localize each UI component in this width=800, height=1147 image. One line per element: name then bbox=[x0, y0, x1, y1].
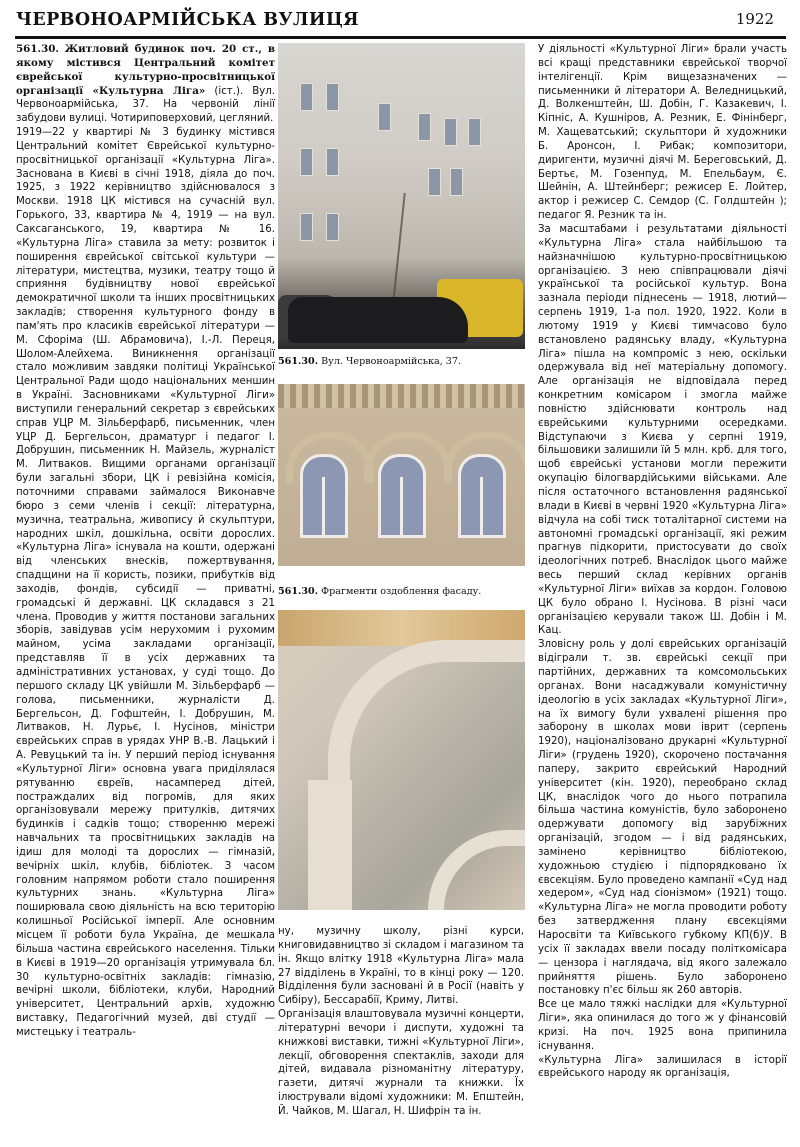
entry-title: Житловий будинок поч. 20 ст., в якому містився Центральний комітет єврейської культурно-просвітницької організації «Культурна Ліга» bbox=[16, 43, 275, 97]
paragraph: Зловісну роль у долі єврейських організацій відіграли т. зв. єврейські секції при партійних, державних та комсомольських органах. Вони насаджували комуністичну ідеологію в усіх закладах «Культурної Ліги», на їх вимогу були ухвалені рішення про заборону в школах мови іврит (серпень 1920), націоналізовано друкарні «Культурної Ліги» (грудень 1920), скорочено постачання паперу, закрито єврейський Народний університет (кін. 1920), переобрано склад ЦК, внаслідок чого до нього потрапила більша частина комуністів, було заборонено одержувати допомогу від зарубіжних організацій, згодом — і від радянських, замінено керівництво бібліотекою, художньою студією і підпорядковано їх євсекціям. Було проведено кампанії «Суд над хедером», «Суд над сіонізмом» (1921) тощо. «Культурна Ліга» не могла проводити роботу без затвердження плану євсекціями Наросвіти та Київського губкому КП(б)У. В усіх її закладах ввели посаду політкомісара — цензора і наглядача, від якого залежало прийняття рішень. Було заборонено постановку п'єс більш як 260 авторів. bbox=[538, 639, 787, 997]
building-window bbox=[450, 168, 463, 196]
paragraph: 1919—22 у квартирі № 3 будинку містився Центральний комітет Єврейської культурно-просвітницької організації «Культурна Ліга». Заснована в Києві в січні 1918, діяла до поч. 1925, з 1922 керівництво здійснювалося з Москви. 1918 ЦК містився на сучасній вул. Горького, 33, квартира № 4, 1919 — на вул. Саксаганського, 19, квартира № 16. «Культурна Ліга» ставила за мету: розвиток і поширення єврейської світської культури — літератури, мистецтва, музики, театру тощо й сприяння будівництву нової єврейської демократичної школи та інших просвітницьких закладів; створення культурного фонду в пам'ять про класиків єврейської літератури — М. Сфоріма (Ш. Абрамовича), І.-Л. Переця, Шолом-Алейхема. Виникнення організації стало можливим завдяки політиці Української Центральної Ради щодо національних меншин в Україні. Засновниками «Культурної Ліги» виступили генеральний секретар з єврейських справ УЦР М. Зільберфарб, письменник, член УЦР Д. Бергельсон, драматург і педагог І. Добрушин, письменник Н. Майзель, журналіст М. Литваков. Вищими органами організації були загальні збори, ЦК і ревізійна комісія, поточними справами займалося Виконавче бюро з семи членів і секції: літературна, музична, театральна, живопису й скульптури, народних шкіл, дошкільна, освіти дорослих. «Культурна Ліга» існувала на кошти, одержані від членських внесків, пожертвування, спадщини на її користь, позики, прибутків від заходів, фондів, субсидії — приватні, громадські й державні. ЦК складався з 21 члена. Проводив у життя постанови загальних зборів, завідував усім нерухомим і рухомим майном, усіма закладами організації, представляв її в усіх державних та адміністративних установах, у суді тощо. До першого складу ЦК увійшли М. Зільберфарб — голова, письменники, журналісти Д. Бергельсон, Д. Гофштейн, І. Добрушин, М. Литваков, Н. Лурьє, І. Нусінов, міністри єврейських справ в урядах УНР В.-В. Лацький і А. Ревуцький та ін. У перший період існування «Культурної Ліги» основна увага приділялася рятуванню євреїв, насамперед дітей, постраждалих від погромів, для яких організовували мережу притулків, дитячих будинків і садків тощо; створенню мережі навчальних та просвітницьких закладів на ідиш для молоді та дорослих — гімназій, вечірніх шкіл, клубів, бібліотек. З часом головним напрямом роботи стало поширення культурних знань. «Культурна Ліга» поширювала свою діяльність на всю територію колишньої Російської імперії. Але основним місцем її роботи була Україна, де мешкала більша частина єврейського населення. Тільки в Києві в 1919—20 організація утримувала бл. 30 культурно-освітніх закладів: гімназію, вечірні школи, бібліотеки, клуби, Народний університет, Центральний архів, художню виставку, Педагогічний музей, дві студії — мистецьку і театраль- bbox=[16, 127, 275, 1038]
building-window bbox=[326, 213, 339, 241]
car bbox=[288, 297, 468, 343]
building-window bbox=[468, 118, 481, 146]
text-column-3 bbox=[538, 43, 787, 1081]
stucco-column bbox=[308, 780, 352, 910]
building-window bbox=[326, 148, 339, 176]
arched-window bbox=[378, 454, 426, 538]
building-window bbox=[378, 103, 391, 131]
paragraph: За масштабами і результатами діяльності «Культурна Ліга» стала найбільшою та найзначнішою культурно-просвітницькою організацією. З нею співпрацювали діячі української та російської культур. Вона зазнала періоди піднесень — 1918, лютий—серпень 1919, 1-а пол. 1920, 1922. Коли в лютому 1919 у Києві тимчасово було встановлено радянську владу, «Культурна Ліга» пішла на компроміс з нею, оскільки одержувала від неї матеріальну допомогу. Але організація не відповідала перед конкретним комісаром і змогла майже повністю здійснювати контроль над єврейськими культурними осередками. Відступаючи з Києва у серпні 1919, більшовики залишили їй 5 млн. крб. для того, щоб єврейські установи могли пережити окупацію білогвардійськими військами. Але після остаточного встановлення радянської влади в Києві в червні 1920 «Культурна Ліга» відчула на собі тиск тоталітарної системи на автономні громадські організації, які режим прагнув підкорити, пристосувати до своїх ідеологічних потреб. Внаслідок цього майже весь перший склад керівних органів «Культурної Ліги» виїхав за кордон. Головою ЦК було обрано І. Нусінова. В різні часи організацією керували також Ш. Добін і М. Кац. bbox=[538, 223, 787, 637]
building-window bbox=[326, 83, 339, 111]
paragraph: ну, музичну школу, різні курси, книговидавництво зі складом і магазином та ін. Якщо влітку 1918 «Культурна Ліга» мала 27 відділень в Україні, то в кінці року — 120. Відділення були засновані й в Росії (навіть у Сибіру), Бессарабії, Криму, Литві. bbox=[278, 926, 524, 1007]
figure-caption-text: Вул. Червоноармійська, 37. bbox=[321, 356, 462, 367]
figure-number: 561.30. bbox=[278, 356, 319, 367]
frieze bbox=[278, 384, 525, 408]
building-window bbox=[300, 148, 313, 176]
figure-caption-text: Фрагменти оздоблення фасаду. bbox=[321, 586, 482, 597]
building-window bbox=[300, 83, 313, 111]
stucco-arch bbox=[328, 640, 525, 862]
figure-caption-1 bbox=[278, 356, 461, 367]
photo-facade-fragments bbox=[278, 384, 525, 566]
building-window bbox=[300, 213, 313, 241]
photo-stucco-detail bbox=[278, 610, 525, 910]
building-window bbox=[428, 168, 441, 196]
arched-window bbox=[458, 454, 506, 538]
paragraph: «Культурна Ліга» залишилася в історії єврейського народу як організація, bbox=[538, 1054, 787, 1080]
text-column-1 bbox=[16, 43, 275, 1040]
paragraph: Організація влаштовувала музичні концерти, літературні вечори і диспути, художні та книжкові виставки, тижні «Культурної Ліги», лекції, обговорення спектаклів, заходи для дітей, видавала різноманітну літературу, газети, дитячі журнали та книжки. Їх ілюстрували відомі художники: М. Епштейн, Й. Чайков, М. Шагал, Н. Шифрін та ін. bbox=[278, 1009, 524, 1117]
page-number: 1922 bbox=[735, 10, 774, 28]
entry-note: (іст.). bbox=[214, 85, 244, 97]
entry-intro: Вул. Червоноармійська, 37. На червоній лінії забудови вулиці. Чотириповерховий, цегляний. bbox=[16, 85, 275, 125]
arched-window bbox=[300, 454, 348, 538]
figure-caption-2 bbox=[278, 586, 481, 597]
running-head-title: ЧЕРВОНОАРМІЙСЬКА ВУЛИЦЯ bbox=[16, 10, 359, 30]
building-window bbox=[418, 113, 431, 141]
building-window bbox=[444, 118, 457, 146]
photo-street-view bbox=[278, 43, 525, 349]
text-column-2 bbox=[278, 925, 524, 1119]
header-rule bbox=[15, 36, 786, 39]
entry-heading bbox=[16, 43, 275, 126]
paragraph: Все це мало тяжкі наслідки для «Культурної Ліги», яка опинилася до того ж у фінансовій кризі. На поч. 1925 вона припинила існування. bbox=[538, 999, 787, 1052]
entry-number: 561.30. bbox=[16, 43, 59, 55]
paragraph: У діяльності «Культурної Ліги» брали участь всі кращі представники єврейської творчої інтелігенції. Крім вищезазначених — письменники й літератори А. Веледницький, Д. Волкенштейн, Ш. Добін, Г. Казакевич, І. Кіпніс, А. Кушніров, А. Резник, Е. Фінінберг, М. Хащеватський; скульптори й художники Б. Аронсон, І. Рибак; композитори, диригенти, музичні діячі М. Береговський, Д. Бертьє, М. Гозенпуд, М. Епельбаум, Є. Шейнін, А. Штейнберг; режисер Е. Лойтер, актор і режисер С. Семдор (С. Голдштейн ); педагог Я. Резник та ін. bbox=[538, 44, 787, 222]
figure-number: 561.30. bbox=[278, 586, 319, 597]
